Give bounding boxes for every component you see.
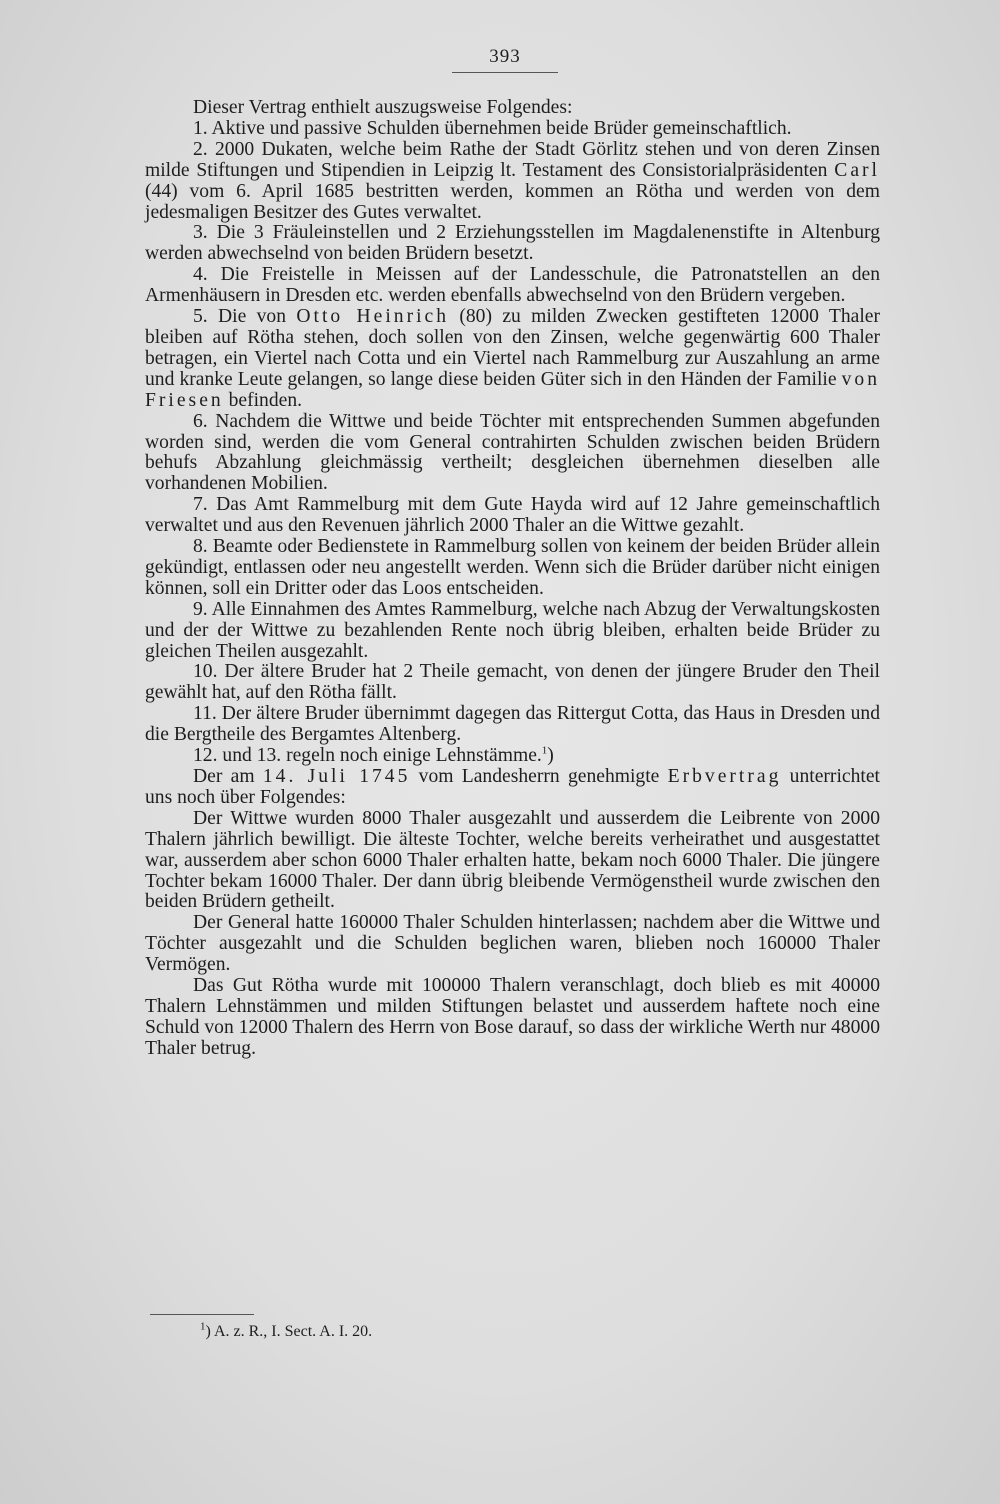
paragraph-general: Der General hatte 160000 Thaler Schulden hinterlassen; nachdem aber die Wittwe und Töchter ausgezahlt und die Schulden beglichen waren, blieben noch 160000 Thaler Vermögen. — [145, 912, 880, 976]
text-run: (80) zu milden Zwecken gestifteten 12000 Thaler bleiben auf Rötha stehen, doch sollen von den Zinsen, welche gegenwärtig 600 Thaler betragen, ein Viertel nach Cotta und ein Viertel nach Rammelburg zur Auszahlung an arme und kranke Leute gelangen, so lange diese beiden Güter sich in den Händen der Familie — [145, 306, 880, 390]
footnote-text: ) A. z. R., I. Sect. A. I. 20. — [205, 1323, 373, 1340]
footnote-reference: 1 — [541, 744, 548, 757]
footnote-rule — [150, 1314, 254, 1315]
paragraph-item-7: 7. Das Amt Rammelburg mit dem Gute Hayda wird auf 12 Jahre gemeinschaftlich verwaltet und aus den Revenuen jährlich 2000 Thaler an die Wittwe gezahlt. — [145, 494, 880, 537]
paragraph-item-10: 10. Der ältere Bruder hat 2 Theile gemacht, von denen der jüngere Bruder den Theil gewählt hat, auf den Rötha fällt. — [145, 661, 880, 704]
footnote — [200, 1322, 600, 1342]
paragraph-item-5 — [145, 307, 880, 412]
paragraph-item-2 — [145, 140, 880, 224]
text-run: 2. 2000 Dukaten, welche beim Rathe der Stadt Görlitz stehen und von deren Zinsen milde Stiftungen und Stipendien in Leipzig lt. Testament des Consistorialpräsidenten — [145, 138, 880, 181]
paragraph-intro: Dieser Vertrag enthielt auszugsweise Folgendes: — [193, 97, 573, 118]
text-run: Der am — [193, 766, 263, 787]
text-run: 12. und 13. regeln noch einige Lehnstämme. — [193, 745, 542, 767]
paragraph-item-6: 6. Nachdem die Wittwe und beide Töchter mit entsprechenden Summen abgefunden worden sind, werden die vom General contrahirten Schulden zwischen beiden Brüdern behufs Abzahlung gleichmässig vertheilt; desgleichen übernehmen dieselben alle vorhandenen Mobilien. — [145, 410, 880, 495]
person-name: Carl — [834, 159, 880, 181]
text-run: 5. Die von — [193, 306, 297, 328]
paragraph-item-11: 11. Der ältere Bruder übernimmt dagegen das Rittergut Cotta, das Haus in Dresden und die Bergtheile des Bergamtes Altenberg. — [145, 703, 880, 746]
date-emphasis: 14. Juli 1745 — [262, 766, 411, 787]
paragraph-item-1: 1. Aktive und passive Schulden übernehmen beide Brüder gemeinschaftlich. — [193, 117, 792, 139]
paragraph-item-3: 3. Die 3 Fräuleinstellen und 2 Erziehungsstellen im Magdalenenstifte in Altenburg werden abwechselnd von beiden Brüdern besetzt. — [145, 222, 880, 265]
paragraph-item-4: 4. Die Freistelle in Meissen auf der Landesschule, die Patronatstellen an den Armenhäusern in Dresden etc. werden ebenfalls abwechselnd von den Brüdern vergeben. — [145, 264, 880, 307]
footnote-marker: 1 — [200, 1320, 206, 1333]
paragraph-roetha: Das Gut Rötha wurde mit 100000 Thalern veranschlagt, doch blieb es mit 40000 Thalern Lehnstämmen und milden Stiftungen belastet und ausserdem haftete noch eine Schuld von 12000 Thalern des Herrn von Bose darauf, so dass der wirkliche Werth nur 48000 Thaler betrug. — [145, 975, 880, 1059]
family-name: von Friesen — [145, 368, 880, 411]
paragraph-item-8: 8. Beamte oder Bedienstete in Rammelburg sollen von keinem der beiden Brüder allein gekündigt, entlassen oder neu angestellt werden. Wenn sich die Brüder darüber nicht einigen können, soll ein Dritter oder das Loos entscheiden. — [145, 536, 880, 599]
text-run: unterrichtet uns noch über Folgendes: — [145, 766, 880, 808]
body-text — [145, 98, 880, 1060]
person-name: Otto Heinrich — [296, 306, 450, 328]
term-emphasis: Erbvertrag — [667, 766, 782, 787]
text-run: vom Landesherrn genehmigte — [410, 766, 668, 787]
paragraph-erbvertrag — [145, 767, 880, 809]
paragraph-item-12-13 — [145, 746, 880, 767]
paragraph-wittwe: Der Wittwe wurden 8000 Thaler ausgezahlt und ausserdem die Leibrente von 2000 Thalern jährlich bewilligt. Die älteste Tochter, welche bereits verheirathet und ausgestattet war, ausserdem aber schon 6000 Thaler erhalten hatte, bekam noch 6000 Thaler. Die jüngere Tochter bekam 16000 Thaler. Der dann übrig bleibende Vermögenstheil wurde zwischen den beiden Brüdern getheilt. — [145, 807, 880, 913]
text-run: befinden. — [223, 389, 303, 411]
header-rule — [452, 72, 558, 73]
text-run: ) — [547, 745, 554, 767]
paragraph-item-9: 9. Alle Einnahmen des Amtes Rammelburg, welche nach Abzug der Verwaltungskosten und der der Wittwe zu bezahlenden Rente noch übrig bleiben, erhalten beide Brüder zu gleichen Theilen ausgezahlt. — [145, 598, 880, 662]
text-run: (44) vom 6. April 1685 bestritten werden, kommen an Rötha und werden von dem jedesmaligen Besitzer des Gutes verwaltet. — [145, 180, 880, 223]
page-number: 393 — [489, 46, 521, 67]
